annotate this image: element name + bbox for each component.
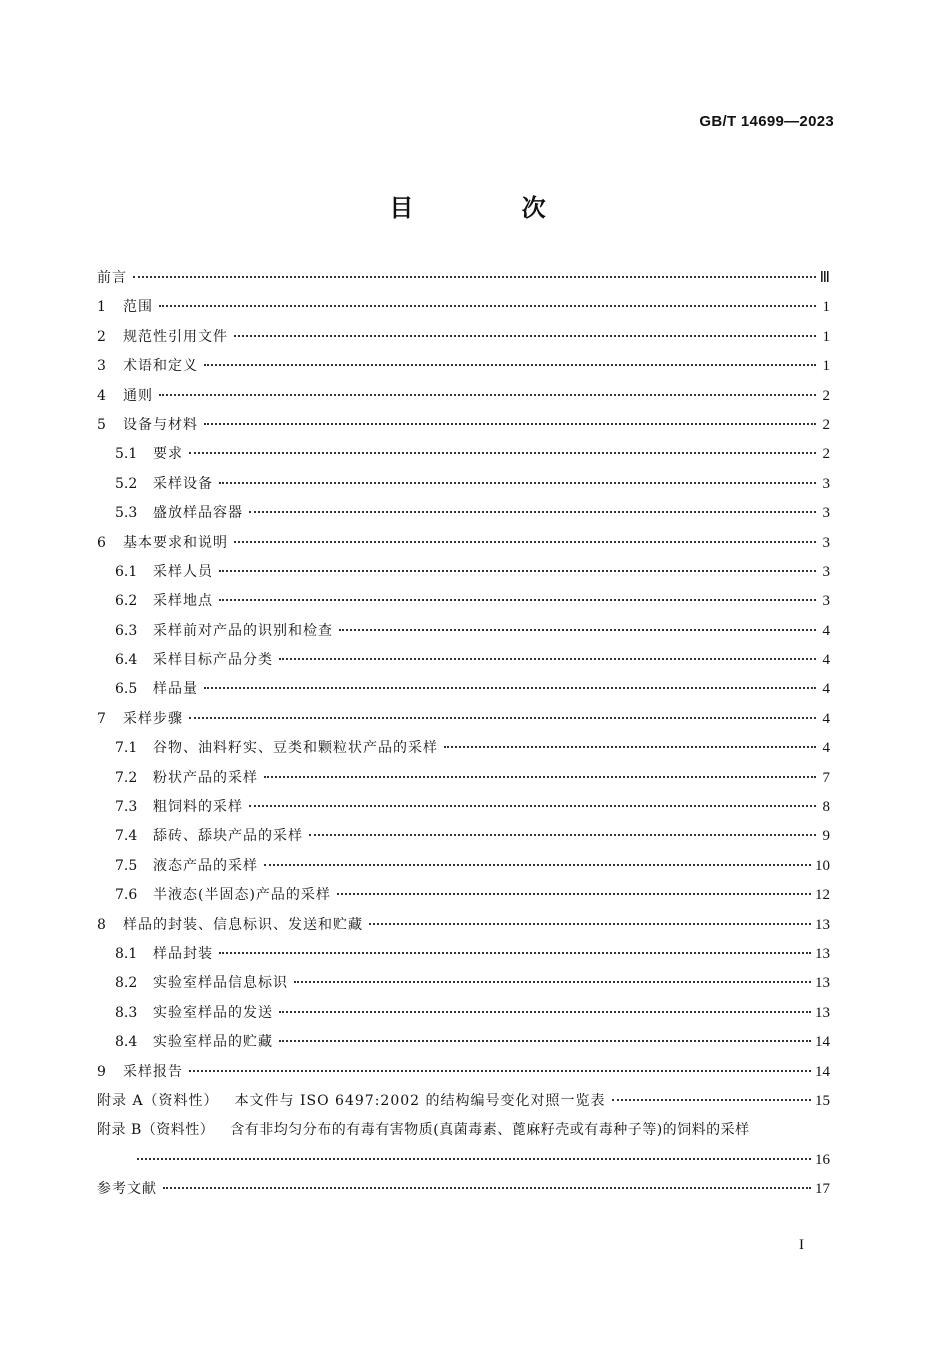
toc-entry-number: 7.2 <box>115 769 138 786</box>
toc-entry[interactable] <box>97 1058 830 1087</box>
toc-entry-page: 17 <box>815 1181 830 1198</box>
toc-entry-page: 13 <box>815 975 830 992</box>
dot-leader <box>163 1187 811 1189</box>
dot-leader <box>189 1070 811 1072</box>
dot-leader <box>204 364 816 366</box>
toc-entry-page: 1 <box>822 299 830 316</box>
toc-entry-page: 1 <box>822 328 830 345</box>
toc-entry-number: 6.5 <box>115 681 138 698</box>
dot-leader <box>279 1011 811 1013</box>
table-of-contents <box>97 264 830 1205</box>
toc-entry-text: 通则 <box>123 387 153 404</box>
toc-entry-number: 8.2 <box>115 975 138 992</box>
toc-entry[interactable] <box>97 382 830 411</box>
dot-leader <box>159 394 816 396</box>
toc-entry-appendix-b-leader[interactable] <box>97 1146 830 1175</box>
toc-entry-text: 术语和定义 <box>123 358 198 375</box>
dot-leader <box>234 335 816 337</box>
toc-entry-text: 样品封装 <box>153 945 213 962</box>
toc-entry-references[interactable] <box>97 1175 830 1204</box>
appendix-a-label: 附录 A（资料性） <box>97 1092 219 1109</box>
appendix-b-title: 含有非均匀分布的有毒有害物质(真菌毒素、蓖麻籽壳或有毒种子等)的饲料的采样 <box>230 1122 750 1139</box>
toc-entry-number: 6.2 <box>115 593 138 610</box>
toc-entry-number: 6.4 <box>115 652 138 669</box>
toc-entry-page: 4 <box>822 710 830 727</box>
toc-entry-text: 参考文献 <box>97 1181 157 1198</box>
toc-entry-preface[interactable] <box>97 264 830 293</box>
dot-leader <box>204 687 816 689</box>
toc-subentry[interactable] <box>97 793 830 822</box>
toc-entry-text: 规范性引用文件 <box>123 328 228 345</box>
toc-entry-number: 5 <box>97 416 106 433</box>
toc-entry-text: 实验室样品的发送 <box>153 1004 273 1021</box>
toc-subentry[interactable] <box>97 852 830 881</box>
toc-entry-number: 4 <box>97 387 106 404</box>
toc-entry-number: 7.3 <box>115 799 138 816</box>
dot-leader <box>249 805 816 807</box>
toc-entry-number: 6 <box>97 534 106 551</box>
dot-leader <box>159 305 816 307</box>
toc-entry-page: 13 <box>815 916 830 933</box>
toc-entry-number: 7.1 <box>115 740 138 757</box>
dot-leader <box>279 1040 811 1042</box>
toc-entry-number: 5.2 <box>115 475 138 492</box>
toc-entry-text: 谷物、油料籽实、豆类和颗粒状产品的采样 <box>153 740 438 757</box>
toc-entry-text: 采样目标产品分类 <box>153 652 273 669</box>
toc-entry-page: 3 <box>822 505 830 522</box>
toc-subentry[interactable] <box>97 470 830 499</box>
toc-entry-text: 采样步骤 <box>123 710 183 727</box>
dot-leader <box>294 981 811 983</box>
toc-entry-text: 要求 <box>153 446 183 463</box>
toc-entry-page: 3 <box>822 563 830 580</box>
dot-leader <box>337 893 811 895</box>
toc-entry-page: 16 <box>815 1151 830 1168</box>
toc-entry-number: 7.5 <box>115 857 138 874</box>
toc-entry-number: 5.3 <box>115 505 138 522</box>
toc-subentry[interactable] <box>97 1028 830 1057</box>
toc-entry-number: 6.3 <box>115 622 138 639</box>
toc-entry-text: 液态产品的采样 <box>153 857 258 874</box>
toc-subentry[interactable] <box>97 881 830 910</box>
dot-leader <box>204 423 816 425</box>
toc-subentry[interactable] <box>97 969 830 998</box>
toc-subentry[interactable] <box>97 440 830 469</box>
toc-entry-page: 15 <box>815 1092 830 1109</box>
toc-entry-page: 14 <box>815 1034 830 1051</box>
dot-leader <box>219 570 816 572</box>
toc-entry-text: 范围 <box>123 299 153 316</box>
toc-entry-number: 9 <box>97 1063 106 1080</box>
toc-entry-page: 4 <box>822 740 830 757</box>
toc-entry[interactable] <box>97 293 830 322</box>
toc-entry[interactable] <box>97 705 830 734</box>
toc-entry-text: 样品的封装、信息标识、发送和贮藏 <box>123 916 363 933</box>
toc-entry-page: 4 <box>822 622 830 639</box>
toc-subentry[interactable] <box>97 940 830 969</box>
toc-entry-number: 8 <box>97 916 106 933</box>
dot-leader <box>219 952 811 954</box>
dot-leader <box>234 541 816 543</box>
dot-leader <box>339 629 816 631</box>
toc-entry-number: 7.4 <box>115 828 138 845</box>
dot-leader <box>249 511 816 513</box>
dot-leader <box>444 746 816 748</box>
toc-entry-text: 粉状产品的采样 <box>153 769 258 786</box>
toc-entry-text: 采样人员 <box>153 563 213 580</box>
dot-leader <box>189 452 816 454</box>
toc-entry-page: 7 <box>822 769 830 786</box>
toc-entry-text: 基本要求和说明 <box>123 534 228 551</box>
toc-entry-page: Ⅲ <box>819 270 830 286</box>
toc-entry-text: 舔砖、舔块产品的采样 <box>153 828 303 845</box>
dot-leader <box>219 482 816 484</box>
toc-entry-page: 3 <box>822 593 830 610</box>
page-number: I <box>799 1237 804 1253</box>
toc-entry-text: 采样设备 <box>153 475 213 492</box>
toc-entry-page: 4 <box>822 681 830 698</box>
toc-entry-number: 7 <box>97 710 106 727</box>
toc-entry-number: 5.1 <box>115 446 138 463</box>
toc-entry-text: 盛放样品容器 <box>153 505 243 522</box>
toc-entry-text: 采样前对产品的识别和检查 <box>153 622 333 639</box>
toc-entry-appendix-b[interactable] <box>97 1116 830 1145</box>
toc-entry-number: 1 <box>97 299 106 316</box>
toc-entry-text: 采样地点 <box>153 593 213 610</box>
toc-subentry[interactable] <box>97 764 830 793</box>
toc-entry-page: 2 <box>822 416 830 433</box>
toc-entry-number: 3 <box>97 358 106 375</box>
toc-entry-page: 3 <box>822 475 830 492</box>
appendix-a-title: 本文件与 ISO 6497:2002 的结构编号变化对照一览表 <box>234 1092 606 1109</box>
dot-leader <box>133 276 816 278</box>
toc-entry-page: 3 <box>822 534 830 551</box>
toc-entry-page: 4 <box>822 652 830 669</box>
toc-subentry[interactable] <box>97 734 830 763</box>
dot-leader <box>137 1158 811 1160</box>
toc-entry-text: 采样报告 <box>123 1063 183 1080</box>
toc-entry-page: 10 <box>815 857 830 874</box>
dot-leader <box>369 923 811 925</box>
toc-entry[interactable] <box>97 352 830 381</box>
dot-leader <box>264 864 811 866</box>
toc-entry[interactable] <box>97 411 830 440</box>
appendix-b-label: 附录 B（资料性） <box>97 1122 215 1139</box>
toc-entry-page: 12 <box>815 887 830 904</box>
toc-subentry[interactable] <box>97 675 830 704</box>
toc-entry-page: 14 <box>815 1063 830 1080</box>
toc-subentry[interactable] <box>97 999 830 1028</box>
toc-entry-text: 粗饲料的采样 <box>153 799 243 816</box>
toc-entry-text: 实验室样品的贮藏 <box>153 1034 273 1051</box>
toc-subentry[interactable] <box>97 587 830 616</box>
dot-leader <box>264 776 816 778</box>
toc-entry-text: 前言 <box>97 270 127 286</box>
toc-entry-page: 1 <box>822 358 830 375</box>
toc-entry[interactable] <box>97 911 830 940</box>
toc-entry-text: 实验室样品信息标识 <box>153 975 288 992</box>
toc-entry[interactable] <box>97 529 830 558</box>
toc-entry-number: 6.1 <box>115 563 138 580</box>
toc-entry[interactable] <box>97 323 830 352</box>
toc-entry-page: 9 <box>822 828 830 845</box>
dot-leader <box>279 658 816 660</box>
toc-entry-page: 2 <box>822 446 830 463</box>
dot-leader <box>612 1099 812 1101</box>
toc-subentry[interactable] <box>97 646 830 675</box>
dot-leader <box>189 717 816 719</box>
dot-leader <box>219 599 816 601</box>
toc-entry-number: 2 <box>97 328 106 345</box>
toc-subentry[interactable] <box>97 822 830 851</box>
toc-entry-number: 8.4 <box>115 1034 138 1051</box>
toc-entry-page: 13 <box>815 945 830 962</box>
standard-number: GB/T 14699—2023 <box>699 113 834 130</box>
toc-entry-text: 设备与材料 <box>123 416 198 433</box>
toc-subentry[interactable] <box>97 617 830 646</box>
toc-entry-appendix-a[interactable] <box>97 1087 830 1116</box>
page-title: 目 次 <box>389 194 596 222</box>
toc-entry-page: 13 <box>815 1004 830 1021</box>
toc-subentry[interactable] <box>97 499 830 528</box>
toc-subentry[interactable] <box>97 558 830 587</box>
toc-entry-number: 8.3 <box>115 1004 138 1021</box>
toc-entry-text: 半液态(半固态)产品的采样 <box>153 887 331 904</box>
toc-entry-number: 8.1 <box>115 945 138 962</box>
toc-entry-number: 7.6 <box>115 887 138 904</box>
toc-entry-page: 8 <box>822 799 830 816</box>
toc-entry-text: 样品量 <box>153 681 198 698</box>
toc-entry-page: 2 <box>822 387 830 404</box>
dot-leader <box>309 834 816 836</box>
